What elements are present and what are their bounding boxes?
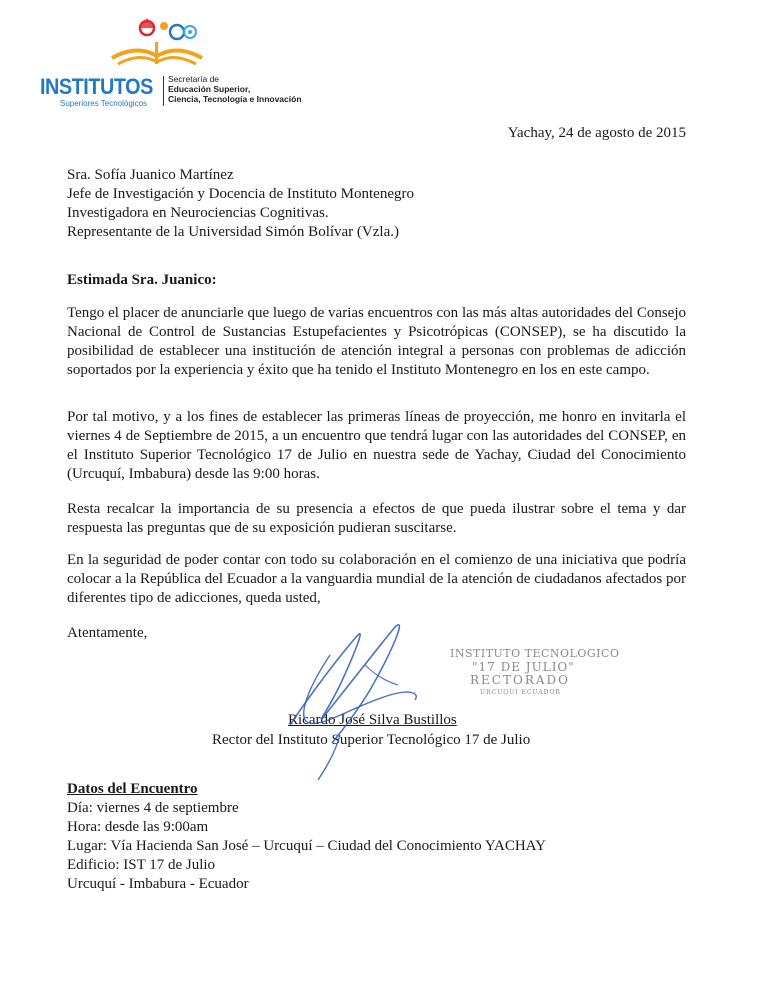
stamp-line-4: URCUQUI ECUADOR: [480, 689, 561, 696]
recipient-block: [67, 166, 414, 242]
signer-title: Rector del Instituto Superior Tecnológico 17 de Julio: [212, 732, 531, 748]
body-paragraph-1: Tengo el placer de anunciarle que luego de varias encuentros con las más altas autoridades del Consejo Nacional de Control de Sustancias Estupefacientes y Psicotrópicas (CONSEP), se ha discutido la posibilidad de establecer una institución de atención integral a personas con problemas de adicción soportados por la experiencia y éxito que ha tenido el Instituto Montenegro en los en este campo.: [67, 305, 686, 378]
details-day: Día: viernes 4 de septiembre: [67, 800, 239, 816]
logo-wordmark: INSTITUTOS: [40, 74, 153, 99]
handwritten-signature: [270, 615, 430, 785]
logo-divider: [163, 76, 164, 106]
stamp-line-3: RECTORADO: [470, 673, 570, 687]
body-paragraph-2: Por tal motivo, y a los fines de establecer las primeras líneas de proyección, me honro en invitarla el viernes 4 de Septiembre de 2015, a un encuentro que tendrá lugar con las autoridades del CONSEP, en el Instituto Superior Tecnológico 17 de Julio en nuestra sede de Yachay, Ciudad del Conocimiento (Urcuquí, Imbabura) desde las 9:00 horas.: [67, 409, 686, 482]
secretaria-name: [168, 74, 302, 104]
body-paragraph-4: En la seguridad de poder contar con todo su colaboración en el comienzo de una iniciativa que podría colocar a la República del Ecuador a la vanguardia mundial de la atención de ciudadanos afectados por diferentes tipo de adicciones, queda usted,: [67, 552, 686, 606]
stamp-line-2: "17 DE JULIO": [472, 660, 575, 674]
body-paragraph-3: Resta recalcar la importancia de su presencia a efectos de que pueda ilustrar sobre el tema y dar respuesta las preguntas que de su exposición pudieran suscitarse.: [67, 501, 686, 536]
recipient-role: Jefe de Investigación y Docencia de Instituto Montenegro: [67, 186, 414, 202]
details-building: Edificio: IST 17 de Julio: [67, 857, 216, 873]
details-title: Datos del Encuentro: [67, 781, 198, 797]
letter-date: Yachay, 24 de agosto de 2015: [507, 125, 686, 141]
logo-subtitle: Superiores Tecnológicos: [60, 99, 148, 108]
secretaria-line-1: Secretaría de: [168, 74, 220, 84]
rectorado-stamp: [450, 645, 620, 705]
recipient-affiliation: Representante de la Universidad Simón Bolívar (Vzla.): [67, 224, 399, 240]
meeting-details: [67, 780, 546, 894]
secretaria-line-2: Educación Superior,: [168, 84, 251, 94]
closing: Atentamente,: [67, 625, 148, 641]
details-place: Lugar: Vía Hacienda San José – Urcuquí – Ciudad del Conocimiento YACHAY: [67, 838, 546, 854]
institutos-logo: [40, 14, 340, 108]
stamp-line-1: INSTITUTO TECNOLOGICO: [450, 647, 620, 660]
signer-name: Ricardo José Silva Bustillos: [288, 712, 457, 728]
recipient-field: Investigadora en Neurociencias Cognitivas.: [67, 205, 329, 221]
secretaria-line-3: Ciencia, Tecnología e Innovación: [168, 94, 302, 104]
details-time: Hora: desde las 9:00am: [67, 819, 209, 835]
book-emblem-icon: [102, 14, 212, 68]
greeting: Estimada Sra. Juanico:: [67, 272, 217, 288]
details-location: Urcuquí - Imbabura - Ecuador: [67, 876, 249, 892]
recipient-name: Sra. Sofía Juanico Martínez: [67, 167, 234, 183]
